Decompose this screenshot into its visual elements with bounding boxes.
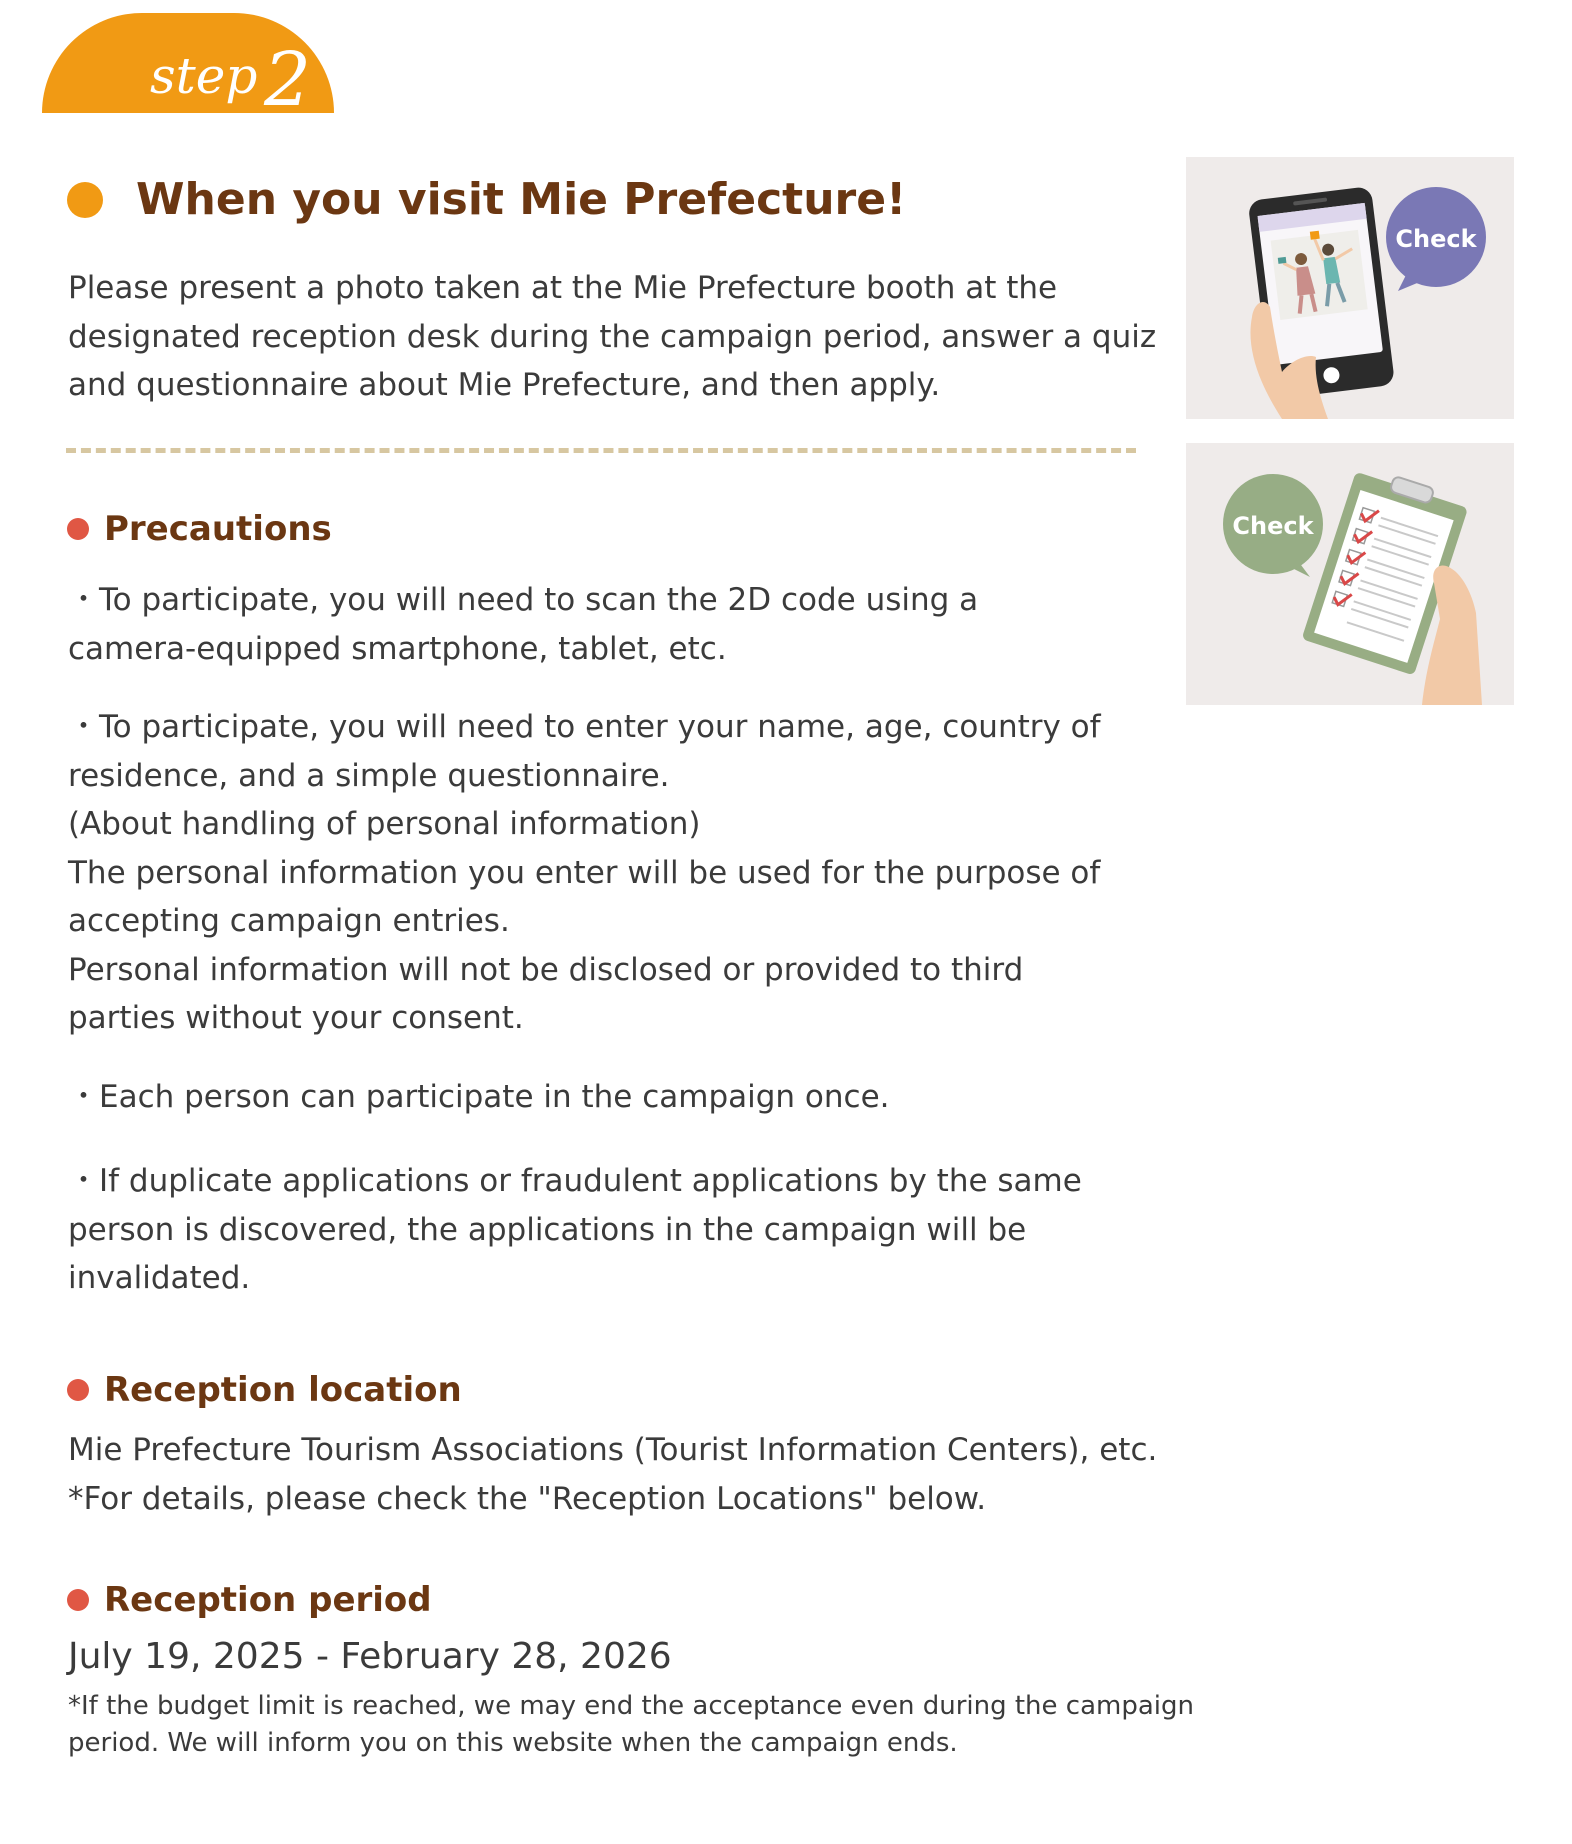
step-number: 2 [264, 37, 312, 113]
text-line: (About handling of personal information) [68, 806, 701, 842]
precaution-item [68, 703, 1101, 1043]
step-label: step [150, 47, 258, 105]
text-line: invalidated. [68, 1260, 251, 1296]
text-line: period. We will inform you on this website when the campaign ends. [68, 1728, 958, 1758]
heading-bullet-icon [67, 182, 103, 218]
reception-period-dates: July 19, 2025 - February 28, 2026 [68, 1636, 672, 1677]
text-line: ・If duplicate applications or fraudulent applications by the same [68, 1163, 1082, 1199]
text-line: camera-equipped smartphone, tablet, etc. [68, 630, 727, 667]
smartphone-icon [1186, 157, 1514, 419]
text-line: Personal information will not be disclosed or provided to third [68, 951, 1024, 988]
intro-paragraph [68, 264, 1156, 410]
text-line: designated reception desk during the campaign period, answer a quiz [68, 318, 1157, 355]
section-bullet-icon [67, 1379, 89, 1401]
text-line: parties without your consent. [68, 1000, 524, 1036]
reception-location-heading: Reception location [104, 1370, 462, 1410]
text-line: The personal information you enter will be used for the purpose of [68, 854, 1101, 891]
text-line: Please present a photo taken at the Mie Prefecture booth at the [68, 270, 1058, 306]
clipboard-checklist-illustration [1186, 443, 1514, 705]
text-line: residence, and a simple questionnaire. [68, 757, 670, 794]
text-line: Mie Prefecture Tourism Associations (Tourist Information Centers), etc. [68, 1432, 1158, 1468]
check-bubble-label: Check [1395, 225, 1477, 253]
text-line: *For details, please check the "Reception Locations" below. [68, 1480, 987, 1517]
text-line: and questionnaire about Mie Prefecture, and then apply. [68, 367, 941, 403]
reception-period-heading: Reception period [104, 1580, 432, 1620]
text-line: person is discovered, the applications in the campaign will be [68, 1211, 1027, 1248]
dashed-divider [66, 448, 1136, 453]
text-line: *If the budget limit is reached, we may end the acceptance even during the campaign [68, 1691, 1194, 1721]
precaution-item [68, 576, 978, 673]
step-badge [42, 13, 334, 113]
check-bubble-label: Check [1232, 512, 1314, 540]
precaution-item [68, 1073, 890, 1122]
reception-location-text [68, 1426, 1157, 1523]
page-title: When you visit Mie Prefecture! [136, 174, 907, 225]
phone-photo-illustration [1186, 157, 1514, 419]
text-line: ・To participate, you will need to enter your name, age, country of [68, 709, 1101, 745]
budget-note [68, 1688, 1194, 1762]
section-bullet-icon [67, 1589, 89, 1611]
text-line: accepting campaign entries. [68, 903, 510, 939]
text-line: ・To participate, you will need to scan the 2D code using a [68, 582, 979, 618]
clipboard-icon [1186, 443, 1514, 705]
text-line: ・Each person can participate in the campaign once. [68, 1079, 890, 1115]
precaution-item [68, 1157, 1082, 1303]
precautions-heading: Precautions [104, 509, 332, 549]
section-bullet-icon [67, 518, 89, 540]
